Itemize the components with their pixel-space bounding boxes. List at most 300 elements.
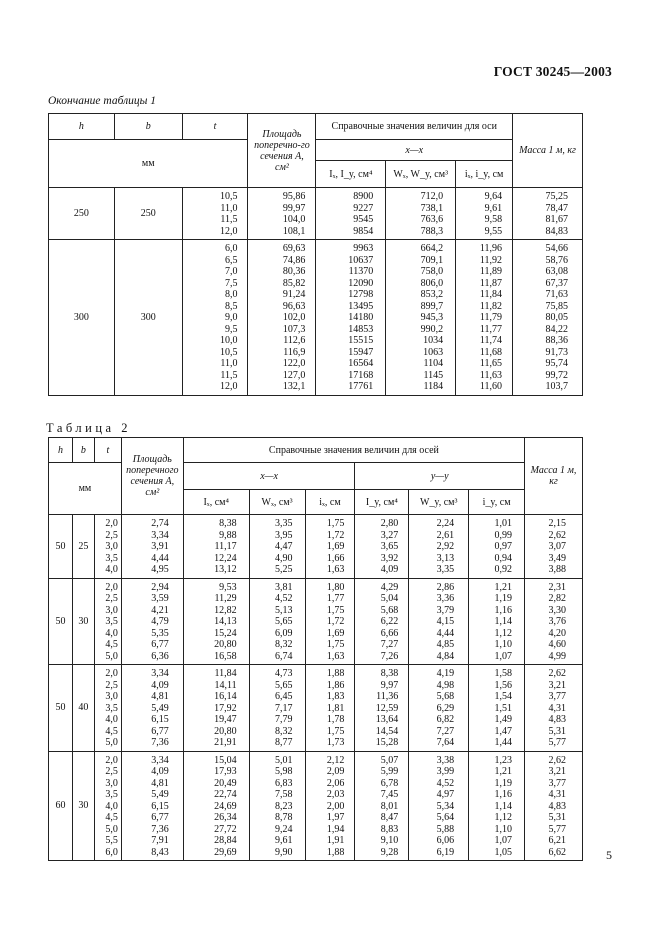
cell-value: 3,0 xyxy=(105,691,118,702)
cell-value: 9,88 xyxy=(219,529,237,541)
cell-value: 7,64 xyxy=(436,737,455,748)
cell-value: 8,23 xyxy=(275,800,293,812)
cell-value: 1034 xyxy=(423,335,444,346)
table-row xyxy=(49,515,583,579)
cell-value: 6,45 xyxy=(275,691,293,702)
t1-inertia-cell xyxy=(316,188,386,240)
cell-value: 26,34 xyxy=(214,812,237,823)
t1-axis-header: x—x xyxy=(316,140,513,161)
cell-value: 788,3 xyxy=(420,225,444,237)
cell-value: 5,88 xyxy=(436,823,455,835)
cell-value: 5,49 xyxy=(151,789,169,800)
cell-value: 122,0 xyxy=(282,358,306,369)
t2-wx-cell xyxy=(249,578,305,665)
cell-value: 10,5 xyxy=(219,346,238,358)
cell-value: 4,0 xyxy=(105,800,118,812)
cell-value: 664,2 xyxy=(420,243,444,254)
cell-value: 2,74 xyxy=(151,518,169,529)
t2-ry-cell xyxy=(469,751,525,861)
cell-value: 8,32 xyxy=(275,639,293,650)
cell-value: 1,63 xyxy=(326,650,345,662)
cell-value: 81,67 xyxy=(545,214,568,225)
cell-value: 9,0 xyxy=(224,312,238,323)
cell-value: 1,63 xyxy=(326,564,345,575)
cell-value: 1,58 xyxy=(494,668,513,679)
cell-value: 5,13 xyxy=(275,604,293,616)
cell-value: 3,0 xyxy=(105,541,118,552)
cell-value: 6,0 xyxy=(224,243,238,254)
cell-value: 74,86 xyxy=(282,254,306,266)
cell-value: 4,5 xyxy=(105,639,118,650)
cell-value: 853,2 xyxy=(420,289,444,300)
cell-value: 2,80 xyxy=(380,518,399,529)
cell-value: 1,72 xyxy=(326,616,345,627)
cell-value: 5,0 xyxy=(105,737,118,748)
cell-value: 5,5 xyxy=(105,835,118,846)
cell-value: 4,44 xyxy=(436,627,455,639)
t2-area-cell xyxy=(121,515,183,579)
cell-value: 7,58 xyxy=(275,789,293,800)
cell-value: 4,29 xyxy=(380,581,399,593)
t1-h-cell: 300 xyxy=(49,240,115,396)
t2-area-header: Площадь поперечного сечения A, см² xyxy=(121,438,183,515)
table-row xyxy=(49,188,583,240)
cell-value: 1,12 xyxy=(494,812,513,823)
cell-value: 3,07 xyxy=(548,541,566,552)
cell-value: 5,99 xyxy=(380,766,399,777)
cell-value: 1,56 xyxy=(494,679,513,691)
cell-value: 5,77 xyxy=(548,823,566,835)
t2-b-cell: 40 xyxy=(72,665,94,752)
t2-rx-cell xyxy=(305,515,355,579)
t2-ry-cell xyxy=(469,578,525,665)
cell-value: 1,80 xyxy=(326,581,345,593)
cell-value: 2,0 xyxy=(105,668,118,679)
cell-value: 4,79 xyxy=(151,616,169,627)
t2-ref-header: Справочные значения величин для осей xyxy=(183,438,524,463)
cell-value: 5,65 xyxy=(275,679,293,691)
cell-value: 11,63 xyxy=(479,369,503,381)
t1-modulus-cell xyxy=(386,188,456,240)
cell-value: 6,06 xyxy=(436,835,455,846)
t1-area-cell xyxy=(248,188,316,240)
cell-value: 12,82 xyxy=(214,604,237,616)
cell-value: 1,54 xyxy=(494,691,513,702)
cell-value: 11,74 xyxy=(479,335,503,346)
cell-value: 5,49 xyxy=(151,702,169,714)
t2-t-cell xyxy=(94,665,121,752)
cell-value: 6,22 xyxy=(380,616,399,627)
cell-value: 14,11 xyxy=(214,679,237,691)
cell-value: 5,31 xyxy=(548,812,566,823)
cell-value: 3,35 xyxy=(436,564,455,575)
cell-value: 6,36 xyxy=(151,650,169,662)
cell-value: 8,43 xyxy=(151,846,169,858)
cell-value: 7,36 xyxy=(151,823,169,835)
cell-value: 1,16 xyxy=(494,604,513,616)
cell-value: 99,97 xyxy=(282,202,306,214)
t1-t-header: t xyxy=(182,114,248,140)
cell-value: 4,09 xyxy=(380,564,399,575)
cell-value: 2,86 xyxy=(436,581,455,593)
cell-value: 3,30 xyxy=(548,604,566,616)
cell-value: 4,44 xyxy=(151,552,169,564)
cell-value: 738,1 xyxy=(420,202,444,214)
t1-modulus-cell xyxy=(386,240,456,396)
cell-value: 1,10 xyxy=(494,639,513,650)
cell-value: 4,84 xyxy=(436,650,455,662)
cell-value: 88,36 xyxy=(545,335,568,346)
cell-value: 4,19 xyxy=(436,668,455,679)
cell-value: 15947 xyxy=(348,346,374,358)
cell-value: 1,44 xyxy=(494,737,513,748)
cell-value: 1,21 xyxy=(494,581,513,593)
cell-value: 2,5 xyxy=(105,679,118,691)
cell-value: 2,62 xyxy=(548,529,566,541)
cell-value: 1,23 xyxy=(494,754,513,766)
cell-value: 9963 xyxy=(353,243,374,254)
t1-mass-cell xyxy=(513,188,583,240)
cell-value: 12090 xyxy=(348,277,374,289)
cell-value: 709,1 xyxy=(420,254,444,266)
cell-value: 3,92 xyxy=(380,552,399,564)
t2-area-cell xyxy=(121,665,183,752)
cell-value: 104,0 xyxy=(282,214,306,225)
cell-value: 6,77 xyxy=(151,812,169,823)
cell-value: 6,83 xyxy=(275,777,293,789)
cell-value: 3,5 xyxy=(105,789,118,800)
cell-value: 99,72 xyxy=(545,369,568,381)
cell-value: 127,0 xyxy=(282,369,306,381)
cell-value: 4,09 xyxy=(151,766,169,777)
cell-value: 2,0 xyxy=(105,581,118,593)
t2-wx-header: Wₓ, см³ xyxy=(249,490,305,515)
cell-value: 7,91 xyxy=(151,835,169,846)
cell-value: 1,19 xyxy=(494,777,513,789)
cell-value: 3,79 xyxy=(436,604,455,616)
t1-area-header: Площадь поперечно-го сечения A, см² xyxy=(248,114,316,188)
cell-value: 11,84 xyxy=(214,668,237,679)
t2-wy-cell xyxy=(409,665,469,752)
cell-value: 1,51 xyxy=(494,702,513,714)
table-row xyxy=(49,665,583,752)
cell-value: 11,82 xyxy=(479,300,503,312)
cell-value: 15,24 xyxy=(214,627,237,639)
cell-value: 4,21 xyxy=(151,604,169,616)
cell-value: 3,0 xyxy=(105,777,118,789)
cell-value: 4,0 xyxy=(105,564,118,575)
cell-value: 8,83 xyxy=(380,823,399,835)
cell-value: 2,09 xyxy=(326,766,345,777)
t1-modulus-header: Wₓ, W_y, см³ xyxy=(386,161,456,188)
cell-value: 6,0 xyxy=(105,846,118,858)
t1-ref-header: Справочные значения величин для оси xyxy=(316,114,513,140)
t2-wx-cell xyxy=(249,751,305,861)
cell-value: 13,64 xyxy=(375,714,399,725)
cell-value: 6,77 xyxy=(151,725,169,737)
cell-value: 0,94 xyxy=(494,552,513,564)
cell-value: 75,85 xyxy=(545,300,568,312)
cell-value: 2,5 xyxy=(105,766,118,777)
t2-b-cell: 25 xyxy=(72,515,94,579)
cell-value: 4,85 xyxy=(436,639,455,650)
cell-value: 1,16 xyxy=(494,789,513,800)
cell-value: 15515 xyxy=(348,335,374,346)
cell-value: 4,31 xyxy=(548,789,566,800)
t2-wy-cell xyxy=(409,578,469,665)
t2-h-cell: 50 xyxy=(49,578,73,665)
cell-value: 8,38 xyxy=(219,518,237,529)
cell-value: 3,36 xyxy=(436,593,455,604)
cell-value: 1063 xyxy=(423,346,444,358)
t2-iy-header: I_y, см⁴ xyxy=(355,490,409,515)
cell-value: 12,0 xyxy=(219,225,238,237)
t2-rx-cell xyxy=(305,665,355,752)
cell-value: 7,36 xyxy=(151,737,169,748)
cell-value: 3,5 xyxy=(105,702,118,714)
cell-value: 3,21 xyxy=(548,766,566,777)
cell-value: 1,07 xyxy=(494,835,513,846)
cell-value: 5,34 xyxy=(436,800,455,812)
cell-value: 1,83 xyxy=(326,691,345,702)
cell-value: 95,86 xyxy=(282,191,306,202)
cell-value: 6,19 xyxy=(436,846,455,858)
cell-value: 11,65 xyxy=(479,358,503,369)
t1-b-cell: 300 xyxy=(114,240,182,396)
cell-value: 2,24 xyxy=(436,518,455,529)
cell-value: 0,97 xyxy=(494,541,513,552)
cell-value: 990,2 xyxy=(420,323,444,335)
cell-value: 2,92 xyxy=(436,541,455,552)
cell-value: 96,63 xyxy=(282,300,306,312)
cell-value: 4,31 xyxy=(548,702,566,714)
cell-value: 6,77 xyxy=(151,639,169,650)
t2-rx-header: iₓ, см xyxy=(305,490,355,515)
cell-value: 11,89 xyxy=(479,266,503,277)
cell-value: 22,74 xyxy=(214,789,237,800)
cell-value: 3,99 xyxy=(436,766,455,777)
t2-wx-cell xyxy=(249,665,305,752)
t2-t-cell xyxy=(94,515,121,579)
cell-value: 9854 xyxy=(353,225,374,237)
cell-value: 1,19 xyxy=(494,593,513,604)
cell-value: 116,9 xyxy=(283,346,306,358)
table2 xyxy=(48,437,583,861)
cell-value: 3,49 xyxy=(548,552,566,564)
cell-value: 5,01 xyxy=(275,754,293,766)
cell-value: 9227 xyxy=(353,202,374,214)
t2-ix-cell xyxy=(183,515,249,579)
cell-value: 6,09 xyxy=(275,627,293,639)
cell-value: 58,76 xyxy=(545,254,568,266)
cell-value: 11,77 xyxy=(479,323,503,335)
cell-value: 9,61 xyxy=(484,202,503,214)
cell-value: 7,0 xyxy=(224,266,238,277)
cell-value: 1104 xyxy=(423,358,444,369)
cell-value: 8,32 xyxy=(275,725,293,737)
cell-value: 1,14 xyxy=(494,800,513,812)
cell-value: 67,37 xyxy=(545,277,568,289)
cell-value: 5,35 xyxy=(151,627,169,639)
cell-value: 4,83 xyxy=(548,714,566,725)
cell-value: 5,07 xyxy=(380,754,399,766)
cell-value: 3,38 xyxy=(436,754,455,766)
t2-h-cell: 60 xyxy=(49,751,73,861)
t2-mass-cell xyxy=(525,578,583,665)
cell-value: 758,0 xyxy=(420,266,444,277)
cell-value: 7,45 xyxy=(380,789,399,800)
cell-value: 9,61 xyxy=(275,835,293,846)
t1-mass-cell xyxy=(513,240,583,396)
cell-value: 5,25 xyxy=(275,564,293,575)
cell-value: 7,27 xyxy=(436,725,455,737)
cell-value: 14,54 xyxy=(375,725,399,737)
cell-value: 1,75 xyxy=(326,639,345,650)
cell-value: 12,59 xyxy=(375,702,399,714)
t2-mass-cell xyxy=(525,515,583,579)
cell-value: 8,77 xyxy=(275,737,293,748)
cell-value: 9,5 xyxy=(224,323,238,335)
cell-value: 14853 xyxy=(348,323,374,335)
cell-value: 7,27 xyxy=(380,639,399,650)
cell-value: 102,0 xyxy=(282,312,306,323)
cell-value: 69,63 xyxy=(282,243,306,254)
cell-value: 6,78 xyxy=(380,777,399,789)
cell-value: 7,79 xyxy=(275,714,293,725)
cell-value: 6,15 xyxy=(151,800,169,812)
t2-mass-cell xyxy=(525,665,583,752)
cell-value: 8,78 xyxy=(275,812,293,823)
cell-value: 11,0 xyxy=(220,202,238,214)
cell-value: 11,79 xyxy=(479,312,503,323)
cell-value: 11,60 xyxy=(479,381,503,392)
cell-value: 945,3 xyxy=(420,312,444,323)
cell-value: 2,00 xyxy=(326,800,345,812)
t1-h-cell: 250 xyxy=(49,188,115,240)
cell-value: 2,62 xyxy=(548,754,566,766)
cell-value: 9,28 xyxy=(380,846,399,858)
t2-iy-cell xyxy=(355,515,409,579)
cell-value: 11,96 xyxy=(479,243,503,254)
cell-value: 3,95 xyxy=(275,529,293,541)
t2-ry-cell xyxy=(469,515,525,579)
cell-value: 9,64 xyxy=(484,191,503,202)
t1-unit-header: мм xyxy=(49,140,248,188)
t2-mass-header: Масса 1 м, кг xyxy=(525,438,583,515)
cell-value: 29,69 xyxy=(214,846,237,858)
cell-value: 3,34 xyxy=(151,668,169,679)
cell-value: 12,0 xyxy=(219,381,238,392)
cell-value: 2,0 xyxy=(105,518,118,529)
cell-value: 1,75 xyxy=(326,725,345,737)
cell-value: 2,5 xyxy=(105,529,118,541)
cell-value: 4,81 xyxy=(151,691,169,702)
t2-ry-header: i_y, см xyxy=(469,490,525,515)
cell-value: 2,0 xyxy=(105,754,118,766)
cell-value: 2,03 xyxy=(326,789,345,800)
cell-value: 4,20 xyxy=(548,627,566,639)
cell-value: 11,0 xyxy=(220,358,238,369)
t2-area-cell xyxy=(121,751,183,861)
cell-value: 1,07 xyxy=(494,650,513,662)
t2-wy-header: W_y, см³ xyxy=(409,490,469,515)
cell-value: 0,92 xyxy=(494,564,513,575)
cell-value: 9,10 xyxy=(380,835,399,846)
t2-iy-cell xyxy=(355,751,409,861)
t2-h-cell: 50 xyxy=(49,515,73,579)
t1-inertia-cell xyxy=(316,240,386,396)
cell-value: 3,27 xyxy=(380,529,399,541)
t1-b-header: b xyxy=(114,114,182,140)
cell-value: 13,12 xyxy=(214,564,237,575)
cell-value: 5,68 xyxy=(436,691,455,702)
t1-radius-header: iₓ, i_y, см xyxy=(456,161,513,188)
cell-value: 11,36 xyxy=(376,691,399,702)
cell-value: 6,82 xyxy=(436,714,455,725)
cell-value: 108,1 xyxy=(282,225,306,237)
cell-value: 75,25 xyxy=(545,191,568,202)
cell-value: 5,68 xyxy=(380,604,399,616)
cell-value: 107,3 xyxy=(282,323,306,335)
t2-wx-cell xyxy=(249,515,305,579)
t2-mass-cell xyxy=(525,751,583,861)
t1-b-cell: 250 xyxy=(114,188,182,240)
cell-value: 5,0 xyxy=(105,650,118,662)
cell-value: 9,90 xyxy=(275,846,293,858)
cell-value: 1145 xyxy=(423,369,444,381)
cell-value: 1,72 xyxy=(326,529,345,541)
cell-value: 17,93 xyxy=(214,766,237,777)
cell-value: 3,34 xyxy=(151,754,169,766)
cell-value: 712,0 xyxy=(420,191,444,202)
cell-value: 6,5 xyxy=(224,254,238,266)
cell-value: 6,15 xyxy=(151,714,169,725)
cell-value: 6,29 xyxy=(436,702,455,714)
page-number: 5 xyxy=(606,848,612,862)
cell-value: 3,77 xyxy=(548,777,566,789)
cell-value: 20,80 xyxy=(214,725,237,737)
cell-value: 17168 xyxy=(348,369,374,381)
cell-value: 91,24 xyxy=(282,289,306,300)
cell-value: 8,01 xyxy=(380,800,399,812)
cell-value: 84,83 xyxy=(545,225,568,237)
cell-value: 1,21 xyxy=(494,766,513,777)
cell-value: 2,5 xyxy=(105,593,118,604)
cell-value: 4,98 xyxy=(436,679,455,691)
cell-value: 5,04 xyxy=(380,593,399,604)
cell-value: 3,59 xyxy=(151,593,169,604)
cell-value: 103,7 xyxy=(545,381,568,392)
cell-value: 1,75 xyxy=(326,604,345,616)
cell-value: 85,82 xyxy=(282,277,306,289)
cell-value: 132,1 xyxy=(282,381,306,392)
t2-ry-cell xyxy=(469,665,525,752)
cell-value: 3,13 xyxy=(436,552,455,564)
t2-wy-cell xyxy=(409,751,469,861)
cell-value: 1,77 xyxy=(326,593,345,604)
cell-value: 20,80 xyxy=(214,639,237,650)
cell-value: 20,49 xyxy=(214,777,237,789)
cell-value: 112,6 xyxy=(283,335,306,346)
cell-value: 11,29 xyxy=(214,593,237,604)
cell-value: 11370 xyxy=(348,266,374,277)
table-row xyxy=(49,240,583,396)
cell-value: 3,5 xyxy=(105,552,118,564)
t2-unit-header: мм xyxy=(49,463,122,515)
cell-value: 9545 xyxy=(353,214,374,225)
cell-value: 1,47 xyxy=(494,725,513,737)
cell-value: 3,81 xyxy=(275,581,293,593)
